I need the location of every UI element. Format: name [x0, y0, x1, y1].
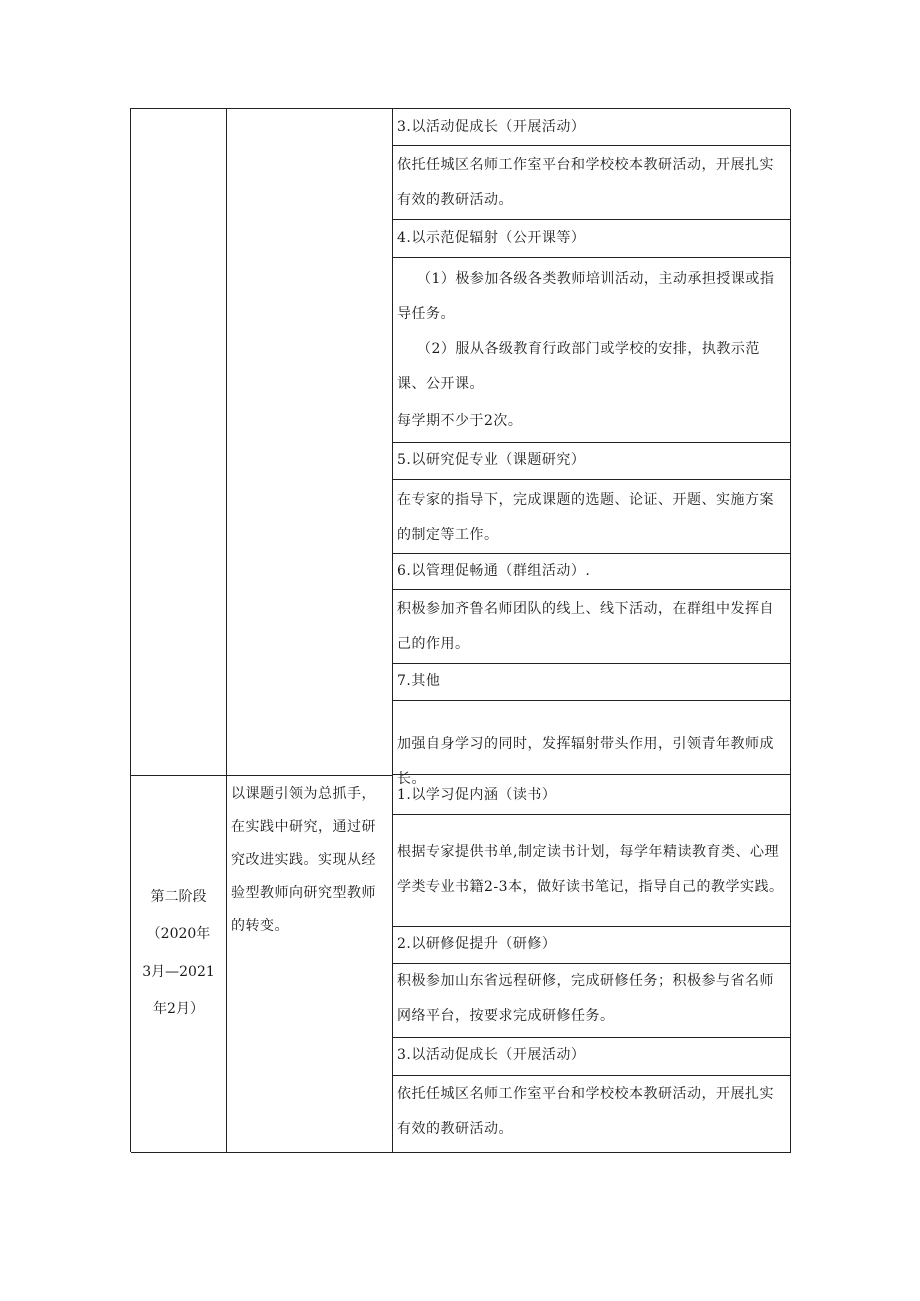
task-body-cell	[393, 815, 790, 927]
phase-goal: 以课题引领为总抓手，在实践中研究，通过研究改进实践。实现从经验型教师向研究型教师的转变。	[231, 786, 376, 934]
task-body: 依托任城区名师工作室平台和学校校本教研活动，开展扎实有效的教研活动。	[397, 157, 774, 208]
stage-date-line: 3月—2021	[142, 964, 215, 980]
task-body: （1）极参加各级各类教师培训活动，主动承担授课或指导任务。	[397, 271, 775, 322]
task-heading-cell	[393, 927, 790, 964]
task-body-cell	[393, 146, 790, 220]
task-body: 依托任城区名师工作室平台和学校校本教研活动，开展扎实有效的教研活动。	[397, 1086, 774, 1137]
task-body: （2）服从各级教育行政部门或学校的安排，执教示范课、公开课。	[397, 341, 760, 392]
task-body-cell	[393, 480, 790, 554]
task-heading: 4.以示范促辐射（公开课等）	[397, 230, 586, 246]
stage-date-line: 年2月）	[153, 1001, 204, 1017]
task-heading: 7.其他	[397, 673, 441, 689]
task-body-cell	[393, 701, 790, 787]
stage-date-line: （2020年	[146, 926, 211, 942]
phase2-tasks-cell	[393, 775, 791, 1153]
task-body: 每学期不少于2次。	[397, 413, 523, 429]
task-heading-cell	[393, 1038, 790, 1076]
task-heading-cell	[393, 220, 790, 258]
phase1-stage-cell	[131, 109, 227, 775]
task-heading-cell	[393, 775, 790, 815]
task-body-cell	[393, 258, 790, 443]
task-body-cell	[393, 964, 790, 1038]
task-heading: 2.以研修促提升（研修）	[397, 936, 557, 952]
task-heading-cell	[393, 109, 790, 146]
task-body: 加强自身学习的同时，发挥辐射带头作用，引领青年教师成长。	[397, 736, 774, 787]
task-heading: 1.以学习促内涵（读书）	[397, 787, 557, 803]
stage-label: 第二阶段	[150, 889, 207, 905]
task-body: 根据专家提供书单,制定读书计划，每学年精读教育类、心理学类专业书籍2-3本，做好读书笔记，指导自己的教学实践。	[397, 844, 784, 895]
task-heading-cell	[393, 443, 790, 480]
task-heading: 3.以活动促成长（开展活动）	[397, 1047, 586, 1063]
task-body: 积极参加齐鲁名师团队的线上、线下活动，在群组中发挥自己的作用。	[397, 601, 774, 652]
task-body-cell	[393, 1076, 790, 1153]
task-heading-cell	[393, 554, 790, 590]
phase2-stage-cell	[131, 775, 227, 1153]
task-heading: 5.以研究促专业（课题研究）	[397, 452, 586, 468]
phase2-goal-cell	[227, 775, 393, 1153]
task-heading: 3.以活动促成长（开展活动）	[397, 119, 586, 135]
task-body: 在专家的指导下，完成课题的选题、论证、开题、实施方案的制定等工作。	[397, 492, 774, 543]
task-body: 积极参加山东省远程研修，完成研修任务；积极参与省名师网络平台，按要求完成研修任务。	[397, 973, 774, 1024]
row-divider	[131, 775, 393, 776]
task-heading: 6.以管理促畅通（群组活动）.	[397, 563, 591, 579]
phase1-tasks-cell	[393, 109, 791, 787]
task-body-cell	[393, 590, 790, 664]
plan-table	[130, 108, 790, 1152]
phase1-goal-cell	[227, 109, 393, 775]
task-heading-cell	[393, 664, 790, 701]
